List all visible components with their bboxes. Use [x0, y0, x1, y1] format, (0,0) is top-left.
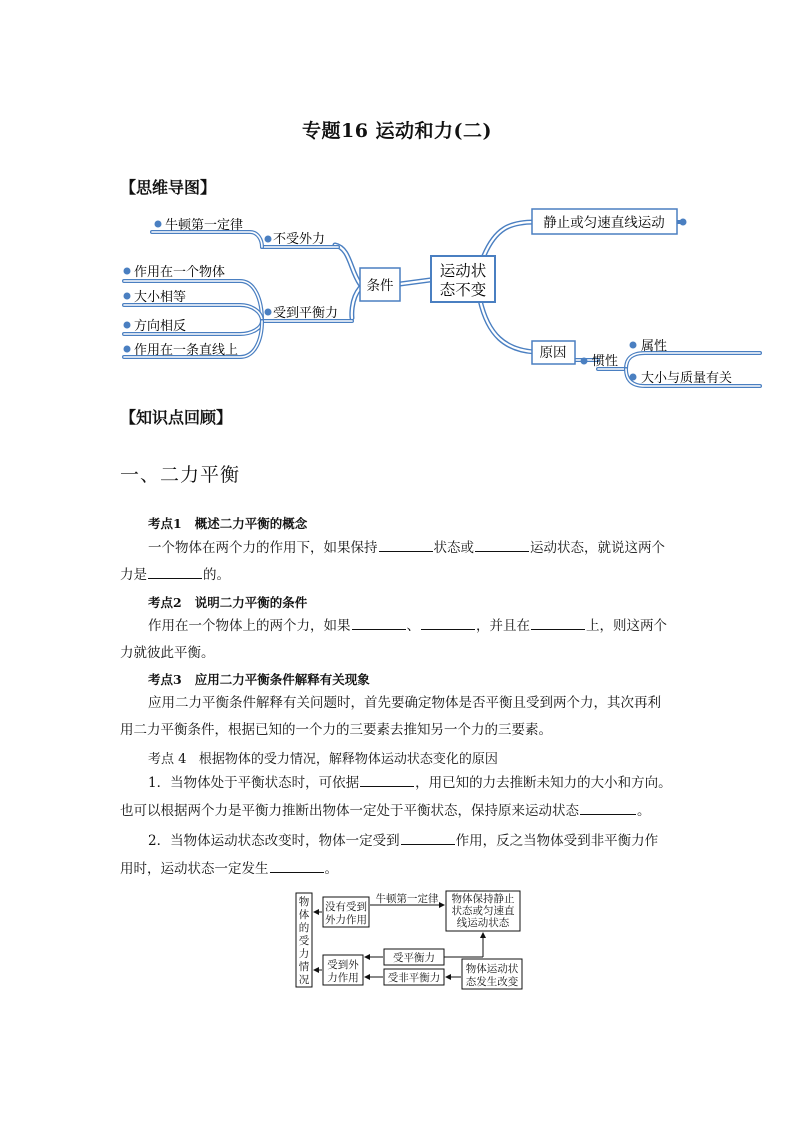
- inertia-item-2: 大小与质量有关: [641, 371, 733, 386]
- flow-force-1: 受到外: [327, 959, 359, 971]
- kp4-title: 根据物体的受力情况，解释物体运动状态变化的原因: [198, 752, 498, 767]
- flow-unbalanced: 受非平衡力: [387, 972, 441, 984]
- kp4-label: 考点 4: [148, 752, 187, 767]
- no-force-label: 不受外力: [273, 232, 326, 247]
- kp4-line-2: 也可以根据两个力是平衡力推断出物体一定处于平衡状态，保持原来运动状态 。: [120, 803, 651, 819]
- balanced-force-label: 受到平衡力: [273, 306, 339, 321]
- balanced-item-3: 方向相反: [134, 319, 187, 334]
- mind-map: [0, 195, 794, 400]
- inertia-item-1: 属性: [641, 339, 668, 354]
- center-line-1: 运动状: [439, 262, 487, 280]
- kp2-title: 说明二力平衡的条件: [194, 595, 308, 610]
- blank[interactable]: [270, 859, 324, 873]
- flow-keep-3: 线运动状态: [456, 917, 510, 929]
- blank[interactable]: [379, 538, 433, 552]
- page-title: 专题16 运动和力(二): [301, 120, 493, 142]
- center-line-2: 态不变: [439, 281, 487, 299]
- flow-keep-1: 物体保持静止: [451, 893, 515, 905]
- kp4-line-4: 用时，运动状态一定发生 。: [120, 861, 338, 877]
- mindmap-heading: 【思维导图】: [120, 178, 217, 197]
- blank[interactable]: [531, 616, 585, 630]
- blank[interactable]: [360, 773, 414, 787]
- flow-left-7: 况: [298, 974, 310, 986]
- kp2-label: 考点2: [148, 595, 182, 610]
- kp2-line-1: 作用在一个物体上的两个力，如果 、 ，并且在 上，则这两个: [148, 618, 667, 634]
- flow-left-3: 的: [298, 922, 310, 934]
- flow-change-2: 态发生改变: [465, 976, 519, 988]
- kp1-line-2: 力是 的。: [120, 567, 230, 583]
- newton-label: 牛顿第一定律: [165, 218, 244, 233]
- inertia-label: 惯性: [592, 354, 619, 369]
- kp1-heading: [148, 514, 307, 532]
- blank[interactable]: [148, 565, 202, 579]
- state-node: 静止或匀速直线运动: [543, 215, 665, 231]
- condition-node: 条件: [366, 278, 394, 294]
- kp3-line-2: 用二力平衡条件，根据已知的一个力的三要素去推知另一个力的三要素。: [120, 722, 552, 738]
- kp1-label: 考点1: [148, 516, 182, 531]
- kp4-line-1: 1．当物体处于平衡状态时，可依据 ，用已知的力去推断未知力的大小和方向。: [148, 775, 672, 791]
- kp2-line-2: 力就彼此平衡。: [120, 645, 215, 661]
- blank[interactable]: [475, 538, 529, 552]
- kp2-heading: [148, 593, 307, 611]
- flow-no-force-2: 外力作用: [325, 914, 367, 926]
- flow-force-2: 力作用: [327, 972, 359, 984]
- kp4-line-3: 2．当物体运动状态改变时，物体一定受到 作用，反之当物体受到非平衡力作: [148, 833, 659, 849]
- flow-keep-2: 状态或匀速直: [451, 905, 515, 917]
- flow-balanced: 受平衡力: [393, 952, 435, 964]
- cause-node: 原因: [539, 345, 567, 361]
- flow-left-2: 体: [298, 909, 310, 921]
- kp1-line-1: 一个物体在两个力的作用下，如果保持 状态或 运动状态，就说这两个: [148, 540, 665, 556]
- flow-no-force-1: 没有受到: [325, 901, 367, 913]
- flow-left-5: 力: [298, 948, 310, 960]
- balanced-item-1: 作用在一个物体: [134, 265, 226, 280]
- flow-newton: 牛顿第一定律: [375, 893, 439, 905]
- blank[interactable]: [401, 831, 455, 845]
- flow-change-1: 物体运动状: [465, 963, 519, 975]
- flow-left-4: 受: [298, 935, 310, 947]
- review-heading: 【知识点回顾】: [120, 408, 233, 427]
- blank[interactable]: [421, 616, 475, 630]
- kp3-heading: [148, 670, 370, 688]
- force-flow-diagram: [290, 885, 530, 995]
- blank[interactable]: [352, 616, 406, 630]
- kp3-label: 考点3: [148, 672, 182, 687]
- balanced-item-2: 大小相等: [134, 290, 187, 305]
- kp3-line-1: 应用二力平衡条件解释有关问题时，首先要确定物体是否平衡且受到两个力，其次再利: [148, 695, 661, 711]
- blank[interactable]: [580, 801, 636, 815]
- kp3-title: 应用二力平衡条件解释有关现象: [194, 672, 370, 687]
- section-heading: 一、二力平衡: [120, 464, 241, 486]
- kp1-title: 概述二力平衡的概念: [194, 516, 308, 531]
- flow-left-6: 情: [298, 961, 310, 973]
- flow-left-1: 物: [298, 896, 310, 908]
- balanced-item-4: 作用在一条直线上: [134, 343, 239, 358]
- kp4-heading: [148, 748, 498, 767]
